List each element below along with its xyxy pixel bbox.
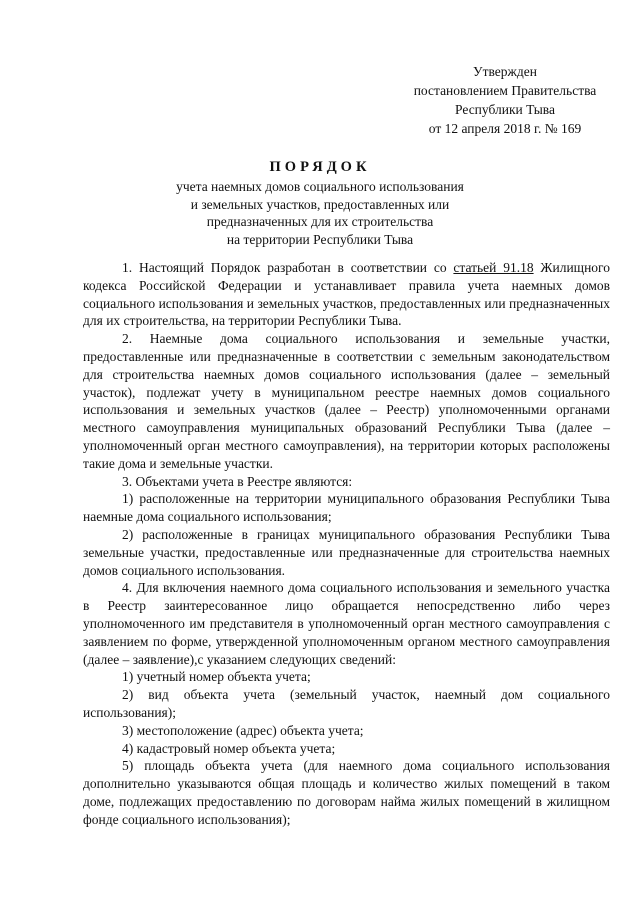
paragraph-4-item-5: 5) площадь объекта учета (для наемного дома социального использования дополнительно указываются общая площадь и количество жилых помещений в таком доме, подлежащих предоставлению по договорам найма жилых помещений в жилищном фонде социального использования);	[83, 758, 610, 827]
approval-stamp	[380, 62, 630, 138]
paragraph-4: 4. Для включения наемного дома социального использования и земельного участка в Реестр заинтересованное лицо обращается непосредственно либо через уполномоченного им представителя в уполномоченный орган местного самоуправления с заявлением по форме, утвержденной уполномоченным органом местного самоуправления (далее – заявление),с указанием следующих сведений:	[83, 580, 610, 667]
paragraph-1-end: Жилищного кодекса Российской Федерации и устанавливает правила учета наемных домов социального использования и земельных участков, предоставленных или предназначенных для их строительства, на территории Республики Тыва.	[83, 260, 610, 329]
title-block	[90, 157, 550, 248]
paragraph-1-start: 1. Настоящий Порядок разработан в соответствии со	[122, 260, 454, 275]
article-link[interactable]: статьей 91.18	[453, 260, 534, 275]
paragraph-1	[83, 259, 610, 330]
document-body	[83, 259, 610, 829]
paragraph-3-item-1: 1) расположенные на территории муниципального образования Республики Тыва наемные дома социального использования;	[83, 491, 610, 525]
subtitle-line-4: на территории Республики Тыва	[226, 231, 414, 247]
paragraph-2: 2. Наемные дома социального использования и земельные участки, предоставленные или предназначенные в соответствии с земельным законодательством для строительства наемных домов социального использования (далее – земельный участок), подлежат учету в муниципальном реестре наемных домов социального использования и земельных участков (далее – Реестр) уполномоченными органами местного самоуправления муниципальных образований Республики Тыва (далее – уполномоченный орган местного самоуправления), на территории которых расположены такие дома и земельные участки.	[83, 331, 610, 471]
approval-line-3: Республики Тыва	[455, 102, 555, 117]
approval-line-1: Утвержден	[473, 64, 537, 79]
paragraph-4-item-3: 3) местоположение (адрес) объекта учета;	[122, 722, 364, 738]
document-subtitle	[90, 178, 550, 248]
paragraph-4-item-1: 1) учетный номер объекта учета;	[122, 669, 311, 685]
subtitle-line-1: учета наемных домов социального использования	[176, 179, 464, 194]
approval-line-2: постановлением Правительства	[413, 83, 597, 98]
document-title: ПОРЯДОК	[269, 159, 371, 175]
paragraph-4-item-4: 4) кадастровый номер объекта учета;	[122, 740, 336, 756]
subtitle-line-2: и земельных участков, предоставленных или	[190, 196, 450, 212]
subtitle-line-3: предназначенных для их строительства	[206, 214, 434, 229]
paragraph-3: 3. Объектами учета в Реестре являются:	[122, 473, 353, 489]
approval-line-4: от 12 апреля 2018 г. № 169	[428, 121, 582, 136]
paragraph-4-item-2: 2) вид объекта учета (земельный участок, наемный дом социального использования);	[83, 687, 610, 720]
paragraph-3-item-2: 2) расположенные в границах муниципального образования Республики Тыва земельные участки, предоставленные или предназначенные для строительства наемных домов социального использования.	[83, 526, 610, 578]
